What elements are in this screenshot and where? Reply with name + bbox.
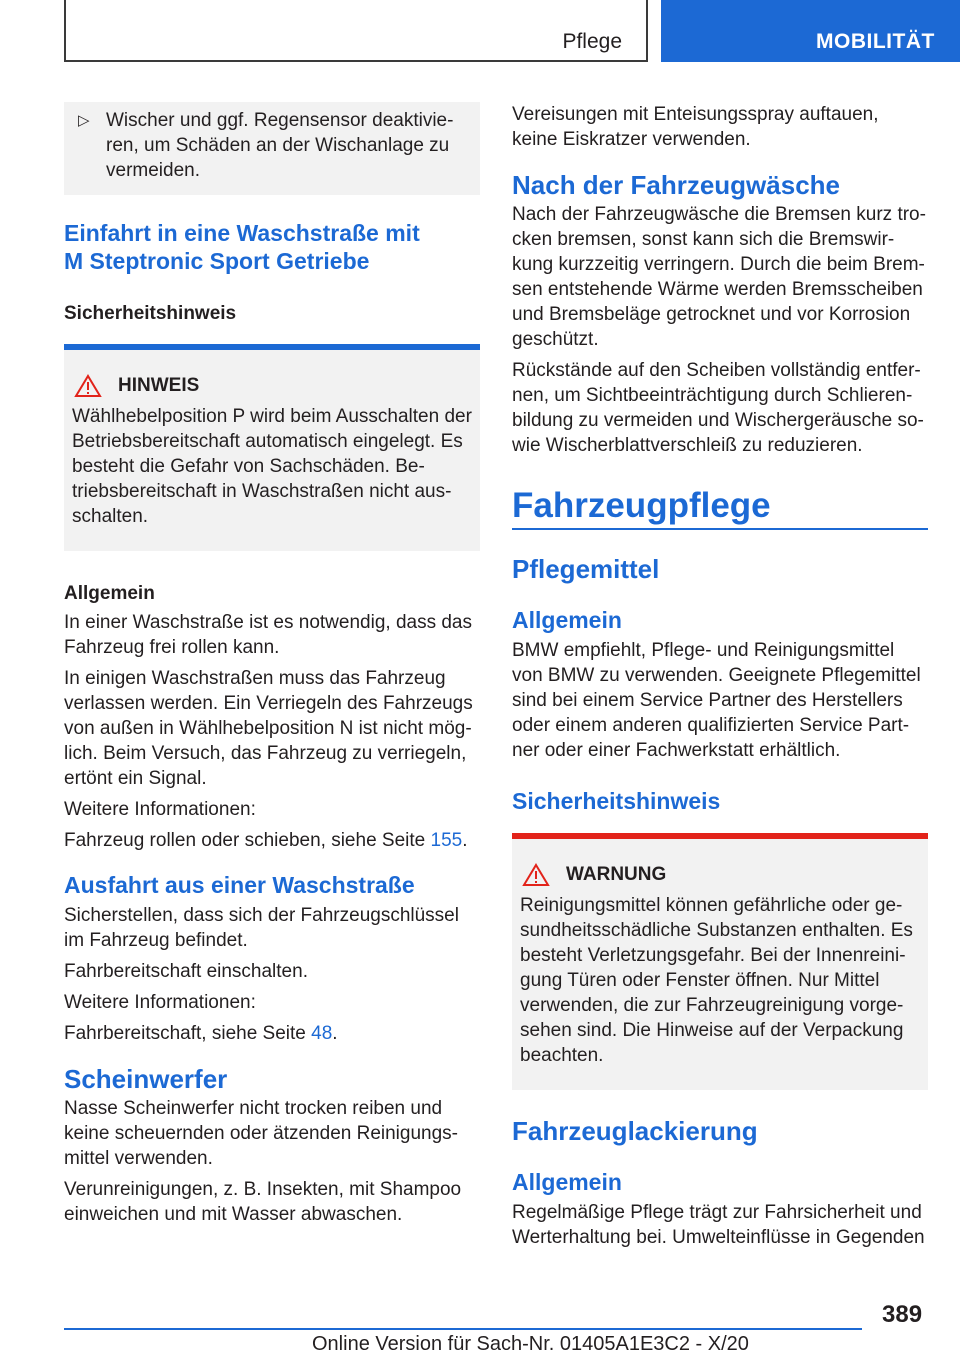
paragraph: Weitere Informationen:	[64, 992, 256, 1013]
paragraph: Vereisungen mit Enteisungsspray auftauen, keine Eiskratzer verwenden.	[512, 104, 879, 150]
paragraph: In einer Waschstraße ist es notwendig, dass das Fahrzeug frei rollen kann.	[64, 612, 472, 658]
subheading-allgemein: Allgemein	[64, 583, 155, 604]
bullet-text: Wischer und ggf. Regensensor deaktivie- ren, um Schäden an der Wischanlage zu vermeiden.	[106, 110, 454, 181]
paragraph: In einigen Waschstraßen muss das Fahrzeug verlassen werden. Ein Verriegeln des Fahrzeugs von außen in Wählhebelposition N ist nicht mög- lich. Beim Versuch, das Fahrzeug zu verriegeln, ertönt ein Signal.	[64, 668, 473, 789]
triangle-bullet-icon: ▷	[78, 112, 90, 129]
subheading-sicherheit: Sicherheitshinweis	[64, 303, 237, 324]
hinweis-text: Wählhebelposition P wird beim Ausschalten der Betriebsbereitschaft automatisch eingelegt. Es besteht die Gefahr von Sachschäden. Be- triebsbereitschaft in Waschstraßen nicht aus- schalten.	[72, 406, 472, 527]
page-link-155[interactable]: 155	[430, 830, 463, 851]
paragraph: Nasse Scheinwerfer nicht trocken reiben und keine scheuernden oder ätzenden Reinigungs- mittel verwenden.	[64, 1098, 458, 1169]
heading-lackierung: Fahrzeuglackierung	[512, 1116, 758, 1146]
left-column	[64, 102, 480, 1233]
footer-online-version: Online Version für Sach-Nr. 01405A1E3C2 - X/20	[312, 1333, 749, 1355]
heading-waschstrasse-line1: Einfahrt in eine Waschstraße mit	[64, 220, 420, 246]
warning-triangle-icon	[522, 863, 550, 887]
paragraph: Sicherstellen, dass sich der Fahrzeugschlüssel im Fahrzeug befindet.	[64, 905, 459, 951]
paragraph: Rückstände auf den Scheiben vollständig entfer- nen, um Sichtbeeinträchtigung durch Schlieren- bildung zu vermeiden und Wischergeräusche so- wie Wischerblattverschleiß zu reduzieren.	[512, 360, 924, 456]
page-link-48[interactable]: 48	[311, 1023, 333, 1044]
paragraph: Weitere Informationen:	[64, 799, 256, 820]
bullet-box	[64, 102, 480, 195]
page-number: 389	[882, 1301, 923, 1328]
header-chapter-title: MOBILITÄT	[816, 30, 935, 53]
warning-triangle-icon	[74, 374, 102, 398]
heading-fahrzeugpflege: Fahrzeugpflege	[512, 486, 928, 530]
paragraph-with-link: Fahrzeug rollen oder schieben, siehe Seite 155.	[64, 830, 468, 851]
heading-allgemein-2: Allgemein	[512, 1169, 622, 1195]
paragraph: BMW empfiehlt, Pflege- und Reinigungsmittel von BMW zu verwenden. Geeignete Pflegemittel sind bei einem Service Partner des Herstellers oder einem anderen qualifizierten Service Part- ner oder einer Fachwerkstatt erhältlich.	[512, 640, 921, 761]
hinweis-box	[64, 344, 480, 551]
right-column	[512, 102, 928, 1256]
warnung-title: WARNUNG	[566, 864, 667, 885]
header-chapter-box	[661, 0, 960, 62]
heading-ausfahrt: Ausfahrt aus einer Waschstraße	[64, 872, 415, 898]
paragraph: Nach der Fahrzeugwäsche die Bremsen kurz tro- cken bremsen, sonst kann sich die Bremswir- kung kurzzeitig verringern. Durch die beim Brem- sen entstehende Wärme werden Bremsscheiben und Bremsbeläge getrocknet und vor Korrosion geschützt.	[512, 204, 926, 350]
heading-pflegemittel: Pflegemittel	[512, 554, 660, 584]
header-section-box	[64, 0, 648, 62]
paragraph: Verunreinigungen, z. B. Insekten, mit Shampoo einweichen und mit Wasser abwaschen.	[64, 1179, 462, 1225]
warnung-text: Reinigungsmittel können gefährliche oder ge- sundheitsschädliche Substanzen enthalten. Es besteht Verletzungsgefahr. Bei der Innenreini- gung Türen oder Fenster öffnen. Nur Mittel verwenden, die zur Fahrzeugreinigung vorge- sehen sind. Die Hinweise auf der Verpackung beachten.	[520, 895, 913, 1066]
heading-allgemein-1: Allgemein	[512, 607, 622, 633]
paragraph: Regelmäßige Pflege trägt zur Fahrsicherheit und Werterhaltung bei. Umwelteinflüsse in Gegenden	[512, 1202, 925, 1248]
heading-sicherheit: Sicherheitshinweis	[512, 788, 721, 814]
warnung-box	[512, 833, 928, 1090]
heading-waschstrasse-line2: M Steptronic Sport Getriebe	[64, 248, 370, 274]
footer-rule	[64, 1328, 862, 1330]
heading-nach-waesche: Nach der Fahrzeugwäsche	[512, 170, 840, 200]
heading-scheinwerfer: Scheinwerfer	[64, 1064, 228, 1094]
paragraph-with-link: Fahrbereitschaft, siehe Seite 48.	[64, 1023, 338, 1044]
hinweis-title: HINWEIS	[118, 375, 200, 396]
header-section-title: Pflege	[562, 30, 622, 53]
paragraph: Fahrbereitschaft einschalten.	[64, 961, 308, 982]
